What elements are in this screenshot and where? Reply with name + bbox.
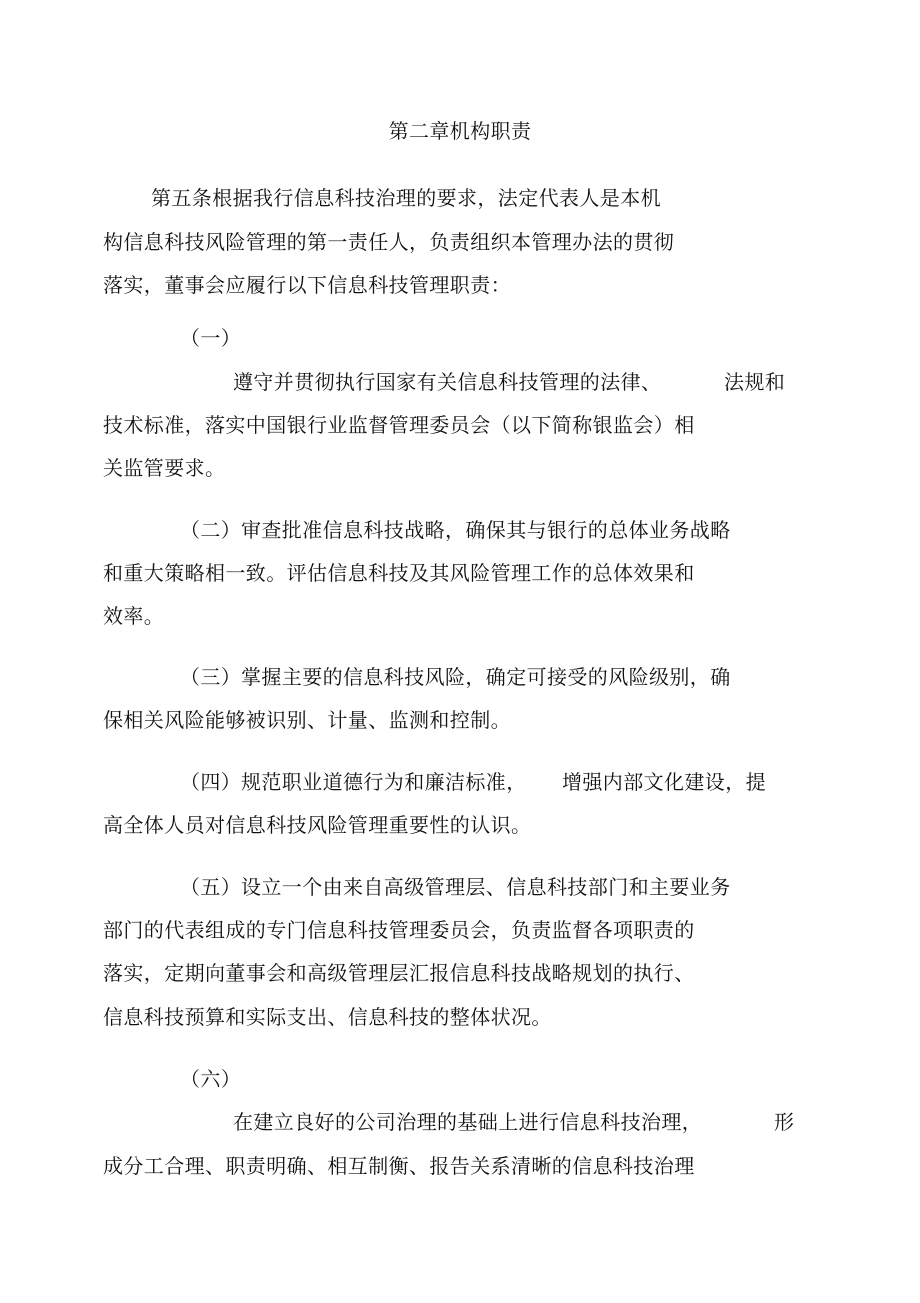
item1-number: （一） [180, 326, 242, 350]
item1-line-1b: 法规和 [724, 370, 786, 394]
item3-line-2: 保相关风险能够被识别、计量、监测和控制。 [103, 708, 511, 732]
item5-line-2: 部门的代表组成的专门信息科技管理委员会，负责监督各项职责的 [103, 918, 695, 942]
item2-number: （二） [180, 518, 242, 542]
item4-line-1a: 规范职业道德行为和廉洁标准， [241, 770, 527, 794]
item2-line-1: 审查批准信息科技战略，确保其与银行的总体业务战略 [241, 518, 731, 542]
item5-number: （五） [180, 875, 242, 899]
item2-line-2: 和重大策略相一致。评估信息科技及其风险管理工作的总体效果和 [103, 561, 695, 585]
item6-line-1a: 在建立良好的公司治理的基础上进行信息科技治理， [233, 1110, 703, 1134]
item4-line-2: 高全体人员对信息科技风险管理重要性的认识。 [103, 813, 532, 837]
item5-line-4: 信息科技预算和实际支出、信息科技的整体状况。 [103, 1005, 552, 1029]
article5-line-2: 构信息科技风险管理的第一责任人，负责组织本管理办法的贯彻 [103, 230, 675, 254]
item6-line-1b: 形 [774, 1110, 795, 1134]
item1-line-1a: 遵守并贯彻执行国家有关信息科技管理的法律、 [233, 370, 662, 394]
item4-line-1b: 增强内部文化建设，提 [562, 770, 766, 794]
item4-number: （四） [180, 770, 242, 794]
item1-line-3: 关监管要求。 [103, 456, 226, 480]
item6-line-2: 成分工合理、职责明确、相互制衡、报告关系清晰的信息科技治理 [103, 1154, 695, 1178]
article5-line-1: 第五条根据我行信息科技治理的要求，法定代表人是本机 [151, 186, 661, 210]
item1-line-2: 技术标准，落实中国银行业监督管理委员会（以下简称银监会）相 [103, 413, 695, 437]
item5-line-1: 设立一个由来自高级管理层、信息科技部门和主要业务 [241, 875, 731, 899]
item3-line-1: 掌握主要的信息科技风险，确定可接受的风险级别，确 [241, 665, 731, 689]
item2-line-3: 效率。 [103, 604, 165, 628]
item3-number: （三） [180, 665, 242, 689]
article5-line-3: 落实，董事会应履行以下信息科技管理职责： [103, 273, 511, 297]
chapter-title: 第二章机构职责 [388, 119, 532, 143]
item6-number: （六） [180, 1067, 242, 1091]
item5-line-3: 落实，定期向董事会和高级管理层汇报信息科技战略规划的执行、 [103, 961, 695, 985]
